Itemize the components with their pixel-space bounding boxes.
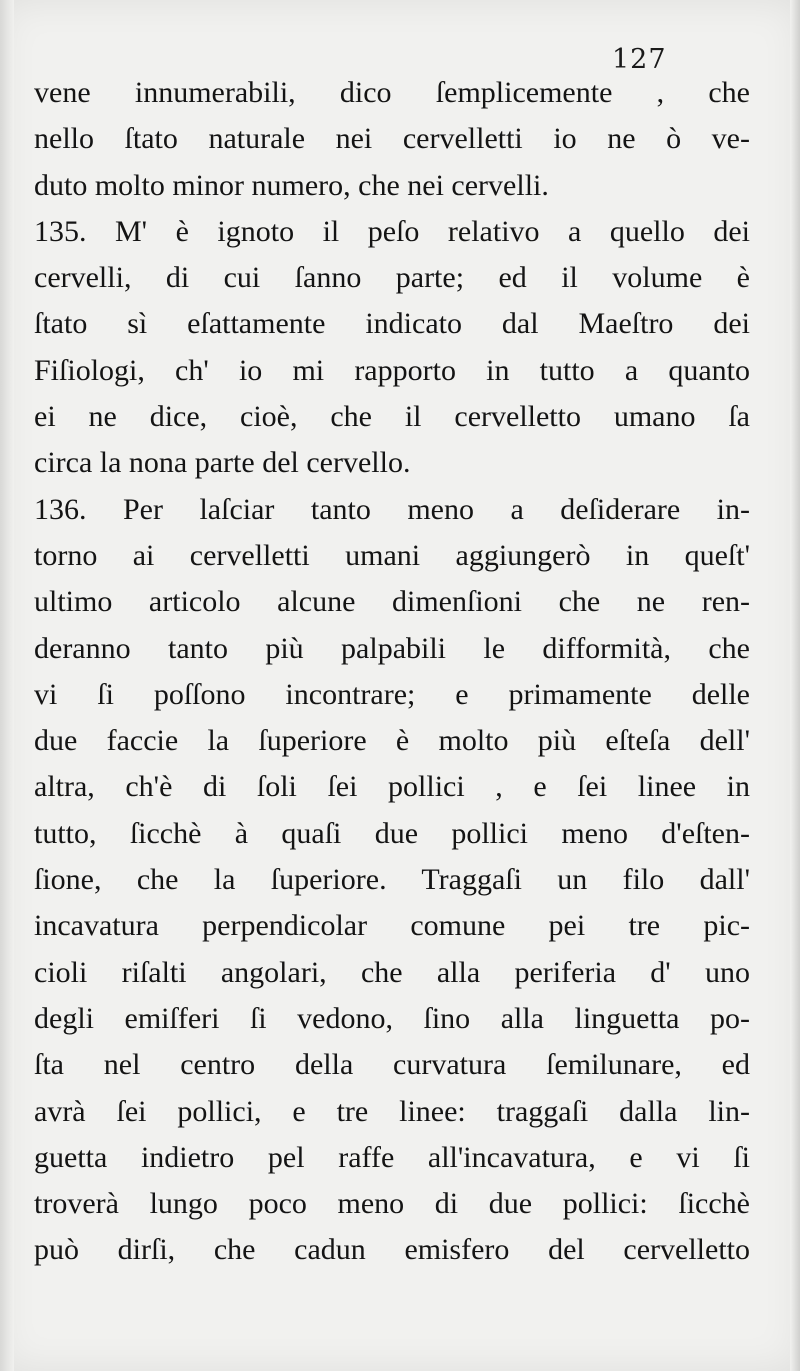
text-line: incavatura perpendicolar comune pei tre pic- xyxy=(34,909,750,943)
text-line: circa la nona parte del cervello. xyxy=(34,446,411,480)
body-text xyxy=(34,70,750,1274)
text-line: cervelli, di cui ſanno parte; ed il volume è xyxy=(34,261,750,295)
text-line: ultimo articolo alcune dimenſioni che ne ren- xyxy=(34,585,750,619)
text-line: vi ſi poſſono incontrare; e primamente delle xyxy=(34,677,750,711)
text-line: ſione, che la ſuperiore. Traggaſi un filo dall' xyxy=(34,863,750,897)
text-line: torno ai cervelletti umani aggiungerò in queſt' xyxy=(34,538,750,572)
text-line: 136. Per laſciar tanto meno a deſiderare in- xyxy=(34,492,750,526)
page-edge-left xyxy=(0,0,14,1371)
text-line: ſta nel centro della curvatura ſemilunare, ed xyxy=(34,1048,750,1082)
text-line: deranno tanto più palpabili le difformità, che xyxy=(34,631,750,665)
text-line: nello ſtato naturale nei cervelletti io ne ò ve- xyxy=(34,122,750,156)
text-line: può dirſi, che cadun emisfero del cervelletto xyxy=(34,1233,750,1267)
text-line: guetta indietro pel raffe all'incavatura, e vi ſi xyxy=(34,1140,750,1174)
text-line: degli emiſferi ſi vedono, ſino alla linguetta po- xyxy=(34,1001,750,1035)
text-line: ei ne dice, cioè, che il cervelletto umano ſa xyxy=(34,400,750,434)
text-line: troverà lungo poco meno di due pollici: ſicchè xyxy=(34,1187,750,1221)
page-number: 127 xyxy=(612,44,667,75)
text-line: duto molto minor numero, che nei cervelli. xyxy=(34,168,549,202)
text-line: vene innumerabili, dico ſemplicemente , che xyxy=(34,76,750,109)
text-line: due faccie la ſuperiore è molto più eſteſa dell' xyxy=(34,724,750,758)
text-line: altra, ch'è di ſoli ſei pollici , e ſei linee in xyxy=(34,770,750,804)
text-line: ſtato sì eſattamente indicato dal Maeſtro dei xyxy=(34,307,750,341)
text-line: 135. M' è ignoto il peſo relativo a quello dei xyxy=(34,214,750,248)
text-line: avrà ſei pollici, e tre linee: traggaſi dalla lin- xyxy=(34,1094,750,1128)
text-line: cioli riſalti angolari, che alla periferia d' uno xyxy=(34,955,750,989)
text-line: tutto, ſicchè à quaſi due pollici meno d'eſten- xyxy=(34,816,750,850)
text-line: Fiſiologi, ch' io mi rapporto in tutto a quanto xyxy=(34,353,750,387)
page-edge-right xyxy=(790,0,800,1371)
